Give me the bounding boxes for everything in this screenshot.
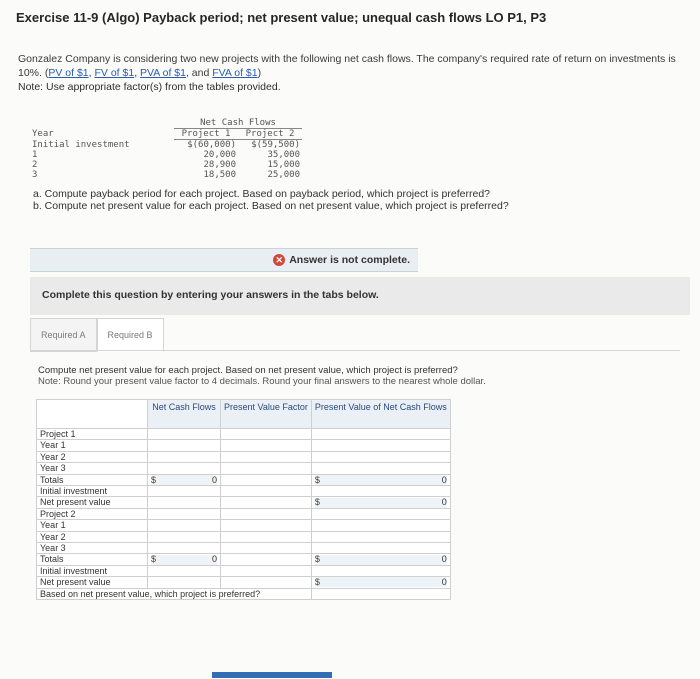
tab-bar [30, 318, 164, 350]
p2-year1-pvf-input[interactable] [221, 520, 312, 531]
p2-totals-ncf: $ 0 [148, 554, 221, 565]
p2-year1-pv-input[interactable] [311, 520, 450, 531]
net-cash-flows-header: Net Cash Flows [174, 118, 302, 129]
table-row [37, 497, 451, 508]
p2-value: $(59,500) [251, 140, 300, 150]
project2-header: Project 2 [238, 129, 302, 140]
p1-year3-pvf-input[interactable] [221, 463, 312, 474]
answer-status-text: Answer is not complete. [289, 254, 410, 266]
prompt-text: Compute net present value for each project. Based on net present value, which project is preferred? [38, 365, 458, 376]
table-row [37, 554, 451, 565]
p2-year3-ncf-input[interactable] [148, 543, 221, 554]
required-b-panel [30, 350, 680, 679]
p2-initial-input[interactable] [311, 565, 450, 576]
table-row [30, 170, 302, 180]
p2-year3-label: Year 3 [37, 543, 148, 554]
table-row [37, 543, 451, 554]
p2-totals-pv: $ 0 [311, 554, 450, 565]
next-button[interactable] [212, 672, 332, 678]
row-label: 2 [32, 160, 38, 170]
table-row [37, 451, 451, 462]
p1-npv-label: Net present value [37, 497, 148, 508]
question-b: b. Compute net present value for each project. Based on net present value, which project is preferred? [33, 200, 509, 212]
table-row [37, 429, 451, 440]
p1-year2-ncf-input[interactable] [148, 451, 221, 462]
p1-year2-pvf-input[interactable] [221, 451, 312, 462]
description-text: Gonzalez Company is considering two new projects with the following net cash flows. The company's required rate of return on investments is 10%. [18, 53, 676, 79]
p1-year1-ncf-input[interactable] [148, 440, 221, 451]
p2-totals-label: Totals [37, 554, 148, 565]
table-row [37, 508, 451, 519]
project2-label: Project 2 [37, 508, 148, 519]
p1-initial-input[interactable] [311, 486, 450, 497]
instructions-text: Complete this question by entering your answers in the tabs below. [42, 289, 379, 301]
cash-flow-table [30, 118, 302, 180]
p1-year3-label: Year 3 [37, 463, 148, 474]
p2-year3-pvf-input[interactable] [221, 543, 312, 554]
question-a: a. Compute payback period for each project. Based on payback period, which project is preferred? [33, 188, 491, 200]
panel-prompt [38, 365, 486, 387]
p2-year2-pvf-input[interactable] [221, 531, 312, 542]
pv-factor-col: Present Value Factor [221, 400, 312, 429]
p1-totals-ncf: $ 0 [148, 474, 221, 485]
p1-year3-ncf-input[interactable] [148, 463, 221, 474]
table-row [30, 160, 302, 170]
project1-label: Project 1 [37, 429, 148, 440]
p2-year3-pv-input[interactable] [311, 543, 450, 554]
p2-initial-label: Initial investment [37, 565, 148, 576]
pv-net-cash-flows-col: Present Value of Net Cash Flows [311, 400, 450, 429]
table-row [30, 150, 302, 160]
p1-value: 18,500 [203, 170, 236, 180]
fv-table-link[interactable]: FV of $1 [94, 67, 135, 79]
tab-required-a[interactable]: Required A [30, 318, 97, 352]
tab-required-b[interactable]: Required B [97, 318, 164, 352]
table-row [30, 140, 302, 151]
year-header: Year [32, 129, 54, 139]
p1-year1-label: Year 1 [37, 440, 148, 451]
p2-year2-label: Year 2 [37, 531, 148, 542]
npv-table [36, 399, 451, 600]
page-title: Exercise 11-9 (Algo) Payback period; net present value; unequal cash flows LO P1, P3 [16, 10, 547, 25]
table-row [37, 577, 451, 588]
p1-npv: $ 0 [311, 497, 450, 508]
p1-initial-label: Initial investment [37, 486, 148, 497]
p1-year2-pv-input[interactable] [311, 451, 450, 462]
p1-year1-pv-input[interactable] [311, 440, 450, 451]
p2-year1-ncf-input[interactable] [148, 520, 221, 531]
error-icon: ✕ [273, 254, 285, 266]
row-label: 3 [32, 170, 38, 180]
net-cash-flows-col: Net Cash Flows [148, 400, 221, 429]
instructions-box [30, 277, 690, 315]
problem-description: Gonzalez Company is considering two new projects with the following net cash flows. The company's required rate of return on investments is 10%. (PV of $1, FV of $1, PVA of $1, and FVA of $1) Note: Use appropriate factor(s) from the tables provided. [18, 53, 676, 93]
p2-npv-label: Net present value [37, 577, 148, 588]
p1-year1-pvf-input[interactable] [221, 440, 312, 451]
pva-table-link[interactable]: PVA of $1 [140, 67, 186, 79]
pv-table-link[interactable]: PV of $1 [48, 67, 89, 79]
preferred-question: Based on net present value, which project is preferred? [37, 588, 312, 599]
table-row [37, 531, 451, 542]
questions [33, 188, 509, 212]
p2-npv: $ 0 [311, 577, 450, 588]
p1-year2-label: Year 2 [37, 451, 148, 462]
fva-table-link[interactable]: FVA of $1 [212, 67, 258, 79]
p1-year3-pv-input[interactable] [311, 463, 450, 474]
table-row [37, 520, 451, 531]
answer-status-bar [30, 248, 418, 272]
row-label: Initial investment [32, 139, 130, 150]
p1-value: 28,900 [203, 160, 236, 170]
table-row [37, 474, 451, 485]
table-row [37, 588, 451, 599]
p1-value: $(60,000) [187, 140, 236, 150]
p2-year1-label: Year 1 [37, 520, 148, 531]
project1-header: Project 1 [174, 129, 238, 140]
factor-note: Note: Use appropriate factor(s) from the tables provided. [18, 81, 281, 93]
table-row [37, 463, 451, 474]
preferred-project-select[interactable] [311, 588, 450, 599]
table-row [37, 440, 451, 451]
table-row [37, 565, 451, 576]
p2-value: 25,000 [267, 170, 300, 180]
rounding-note: Note: Round your present value factor to 4 decimals. Round your final answers to the nearest whole dollar. [38, 376, 486, 387]
p1-value: 20,000 [203, 150, 236, 160]
table-row [37, 486, 451, 497]
p1-totals-label: Totals [37, 474, 148, 485]
p2-year2-pv-input[interactable] [311, 531, 450, 542]
p2-value: 15,000 [267, 160, 300, 170]
p1-totals-pv: $ 0 [311, 474, 450, 485]
p2-year2-ncf-input[interactable] [148, 531, 221, 542]
row-label: 1 [32, 150, 38, 160]
p2-value: 35,000 [267, 150, 300, 160]
